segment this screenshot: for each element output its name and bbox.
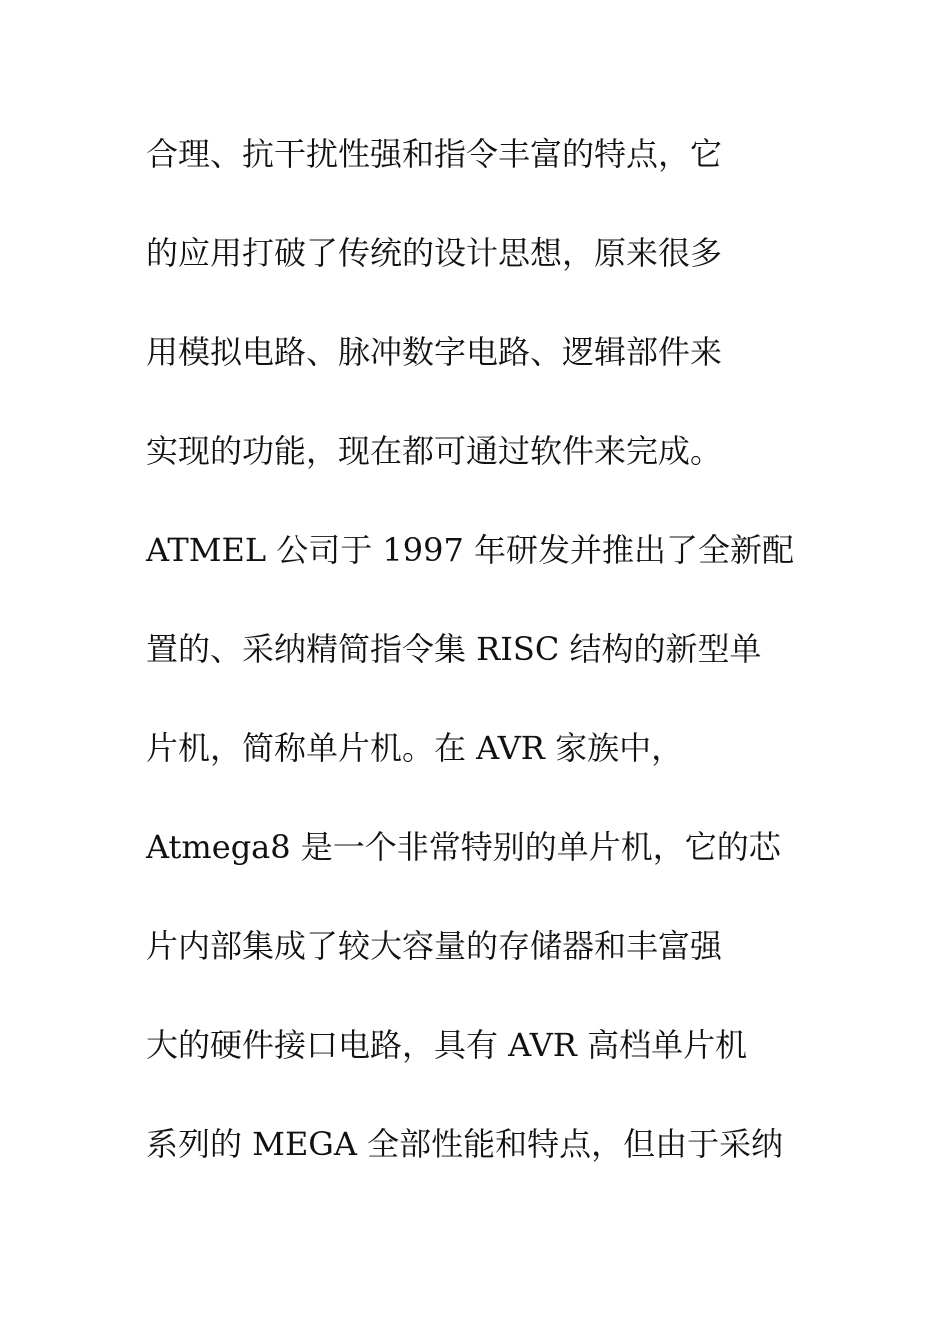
text-line: Atmega8 是一个非常特别的单片机，它的芯 [146,828,781,866]
text-line: 大的硬件接口电路，具有 AVR 高档单片机 [146,1026,748,1064]
text-line: 片机，简称单片机。在 AVR 家族中， [146,729,684,767]
text-line: 置的、采纳精简指令集 RISC 结构的新型单 [146,630,762,668]
text-line: ATMEL 公司于 1997 年研发并推出了全新配 [146,531,795,569]
text-line: 用模拟电路、脉冲数字电路、逻辑部件来 [146,333,723,371]
text-line: 系列的 MEGA 全部性能和特点，但由于采纳 [146,1125,784,1163]
text-line: 合理、抗干扰性强和指令丰富的特点，它 [146,135,723,173]
text-line: 的应用打破了传统的设计思想，原来很多 [146,234,723,272]
text-line: 实现的功能，现在都可通过软件来完成。 [146,432,723,470]
body-paragraph [146,124,826,1213]
text-line: 片内部集成了较大容量的存储器和丰富强 [146,927,723,965]
